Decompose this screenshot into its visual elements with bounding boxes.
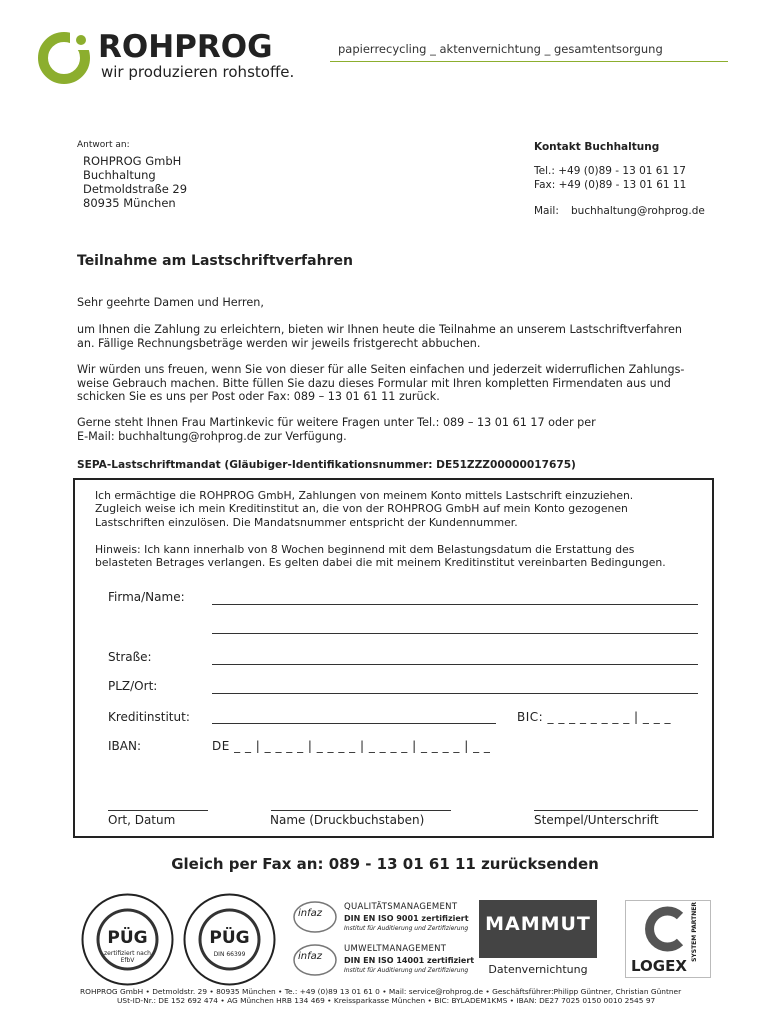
um-sub: Institut für Auditierung und Zertifizierung bbox=[344, 967, 469, 974]
reply-label: Antwort an: bbox=[77, 140, 130, 150]
pueg-label: PÜG bbox=[209, 928, 250, 948]
um-title: UMWELTMANAGEMENT bbox=[344, 944, 447, 954]
firma-label: Firma/Name: bbox=[108, 590, 185, 604]
letter-subject: Teilnahme am Lastschriftverfahren bbox=[77, 253, 353, 269]
paragraph-2 bbox=[77, 363, 684, 404]
logex-side-label: SYSTEM PARTNER bbox=[691, 902, 698, 962]
footer-line-2: USt-ID-Nr.: DE 152 692 474 • AG München HRB 134 469 • Kreissparkasse München • BIC: BYLADEM1KMS • IBAN: DE27 7025 0150 0010 2545 97 bbox=[117, 996, 656, 1005]
fax-note: Gleich per Fax an: 089 - 13 01 61 11 zurücksenden bbox=[171, 855, 599, 873]
mandate-paragraph-2 bbox=[95, 543, 666, 570]
pueg-sub: DIN 66399 bbox=[213, 951, 246, 958]
text-line: Gerne steht Ihnen Frau Martinkevic für weitere Fragen unter Tel.: 089 – 13 01 61 17 oder per bbox=[77, 416, 596, 429]
plz-label: PLZ/Ort: bbox=[108, 679, 158, 693]
text-line: an. Fällige Rechnungsbeträge werden wir jeweils fristgerecht abbuchen. bbox=[77, 336, 481, 350]
mandate-paragraph-1 bbox=[95, 489, 633, 529]
bic-field[interactable]: BIC: _ _ _ _ _ _ _ _ | _ _ _ bbox=[517, 710, 672, 724]
address-line: ROHPROG GmbH bbox=[83, 154, 182, 168]
contact-fax: Fax: +49 (0)89 - 13 01 61 11 bbox=[534, 179, 687, 191]
address-line: Detmoldstraße 29 bbox=[83, 182, 188, 196]
logex-label: LOGEX bbox=[631, 957, 687, 975]
ort-datum-label: Ort, Datum bbox=[108, 813, 176, 827]
contact-mail-label: Mail: bbox=[534, 205, 559, 217]
reply-address bbox=[83, 154, 187, 210]
strasse-input-line[interactable] bbox=[212, 664, 698, 665]
ort-datum-line[interactable] bbox=[108, 810, 208, 811]
address-line: Buchhaltung bbox=[83, 168, 156, 182]
sepa-title: SEPA-Lastschriftmandat (Gläubiger-Identifikationsnummer: DE51ZZZ00000017675) bbox=[77, 459, 576, 471]
contact-tel: Tel.: +49 (0)89 - 13 01 61 17 bbox=[534, 165, 686, 177]
text-line: schicken Sie es uns per Post oder Fax: 089 – 13 01 61 11 zurück. bbox=[77, 390, 440, 403]
text-line: um Ihnen die Zahlung zu erleichtern, bieten wir Ihnen heute die Teilnahme an unserem Lastschriftverfahren bbox=[77, 323, 682, 336]
address-line: 80935 München bbox=[83, 196, 176, 210]
text-line: Hinweis: Ich kann innerhalb von 8 Wochen beginnend mit dem Belastungsdatum die Erstattung des bbox=[95, 543, 635, 556]
rohprog-logo-icon bbox=[36, 30, 92, 86]
services-tagline: papierrecycling _ aktenvernichtung _ gesamtentsorgung bbox=[338, 42, 663, 56]
stempel-line[interactable] bbox=[534, 810, 698, 811]
name-label: Name (Druckbuchstaben) bbox=[270, 813, 425, 827]
qm-title: QUALITÄTSMANAGEMENT bbox=[344, 902, 458, 912]
iban-label: IBAN: bbox=[108, 739, 141, 753]
infaz-label: infaz bbox=[298, 908, 323, 919]
strasse-label: Straße: bbox=[108, 650, 152, 664]
contact-mail: buchhaltung@rohprog.de bbox=[571, 205, 705, 217]
brand-tagline: wir produzieren rohstoffe. bbox=[101, 63, 295, 81]
iban-field[interactable]: DE _ _ | _ _ _ _ | _ _ _ _ | _ _ _ _ | _ _ _ _ | _ _ bbox=[212, 739, 491, 753]
paragraph-1 bbox=[77, 323, 682, 350]
text-line: Ich ermächtige die ROHPROG GmbH, Zahlungen von meinem Konto mittels Lastschrift einzuziehen. bbox=[95, 489, 634, 502]
text-line: E-Mail: buchhaltung@rohprog.de zur Verfügung. bbox=[77, 429, 347, 443]
text-line: Wir würden uns freuen, wenn Sie von dieser für alle Seiten einfachen und jederzeit widerruflichen Zahlungs- bbox=[77, 363, 685, 376]
stempel-label: Stempel/Unterschrift bbox=[534, 813, 659, 827]
firma-input-line-2[interactable] bbox=[212, 633, 698, 634]
mandate-box bbox=[73, 478, 714, 838]
text-line: weise Gebrauch machen. Bitte füllen Sie dazu dieses Formular mit Ihren kompletten Firmendaten aus und bbox=[77, 376, 671, 390]
header-divider bbox=[330, 61, 728, 62]
mammut-label: MAMMUT bbox=[485, 913, 591, 935]
qm-line: DIN EN ISO 9001 zertifiziert bbox=[344, 914, 469, 923]
pueg-label: PÜG bbox=[107, 928, 148, 948]
footer-line-1: ROHPROG GmbH • Detmoldstr. 29 • 80935 München • Te.: +49 (0)89 13 01 61 0 • Mail: service@rohprog.de • Geschäftsführer:Philipp Güntner, Christian Güntner bbox=[80, 987, 682, 996]
infaz-label: infaz bbox=[298, 951, 323, 962]
logex-arrow-icon bbox=[640, 906, 686, 952]
firma-input-line[interactable] bbox=[212, 604, 698, 605]
brand-name: ROHPROG bbox=[98, 29, 273, 65]
kreditinstitut-input-line[interactable] bbox=[212, 723, 496, 724]
text-line: belasteten Betrages verlangen. Es gelten dabei die mit meinem Kreditinstitut vereinbarten Bedingungen. bbox=[95, 556, 666, 570]
text-line: Lastschriften einzulösen. Die Mandatsnummer entspricht der Kundennummer. bbox=[95, 515, 518, 529]
um-line: DIN EN ISO 14001 zertifiziert bbox=[344, 956, 475, 965]
salutation: Sehr geehrte Damen und Herren, bbox=[77, 296, 264, 309]
kreditinstitut-label: Kreditinstitut: bbox=[108, 710, 190, 724]
qm-sub: Institut für Auditierung und Zertifizierung bbox=[344, 925, 469, 932]
pueg-sub: zertifiziert nach EfbV bbox=[104, 950, 151, 964]
text-line: Zugleich weise ich mein Kreditinstitut an, die von der ROHPROG GmbH auf mein Konto gezogenen bbox=[95, 502, 628, 516]
paragraph-3 bbox=[77, 416, 596, 443]
contact-title: Kontakt Buchhaltung bbox=[534, 141, 660, 153]
mammut-sub: Datenvernichtung bbox=[488, 963, 588, 976]
name-line[interactable] bbox=[271, 810, 451, 811]
plz-input-line[interactable] bbox=[212, 693, 698, 694]
